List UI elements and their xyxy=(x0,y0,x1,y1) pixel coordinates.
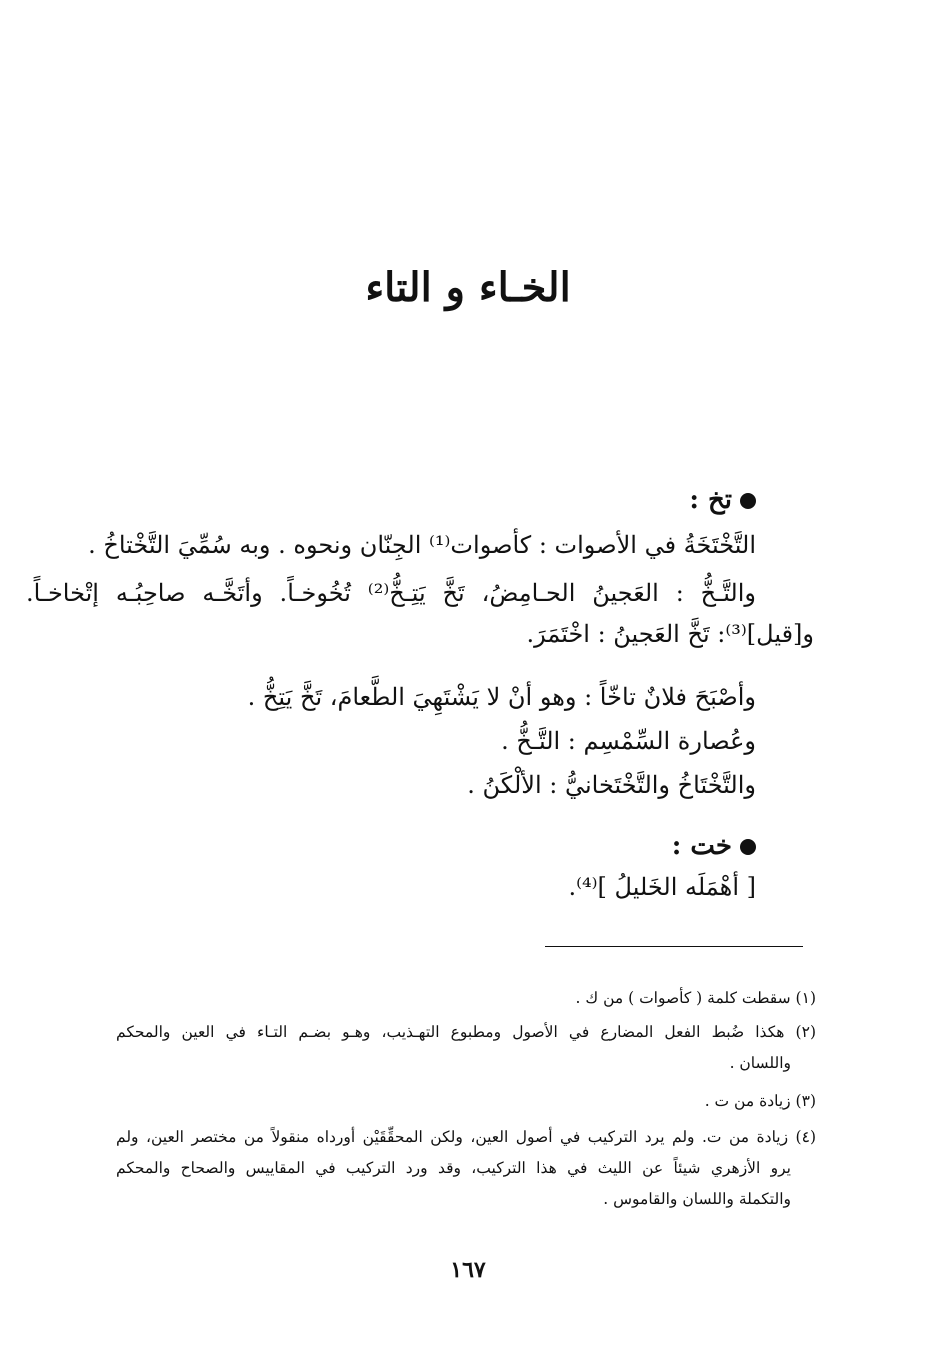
entry-line: و[قيل]⁽³⁾: تَخَّ العَجينُ : اخْتَمَرَ. xyxy=(526,620,814,648)
entry-heading xyxy=(689,480,756,520)
entry-line: [ أهْمَلَه الخَليلُ ]⁽⁴⁾. xyxy=(568,873,756,901)
footnote: (١) سقطت كلمة ( كأصوات ) من ك . xyxy=(575,989,816,1007)
bullet-icon xyxy=(740,493,756,509)
entry-line: وعُصارة السِّمْسِم : التَّـخُّ . xyxy=(501,727,756,755)
footnote: (٢) هكذا ضُبط الفعل المضارع في الأصول ومطبوع التهـذيب، وهـو بضـم التـاء في العين والمحكم xyxy=(116,1023,816,1041)
entry-heading-text: تخ : xyxy=(689,485,732,515)
footnote-divider xyxy=(545,946,803,947)
entry-line: وأصْبَحَ فلانٌ تاخّاً : وهو أنْ لا يَشْتَهِيَ الطَّعامَ، تَخَّ يَتِخُّ . xyxy=(247,683,756,711)
bullet-icon xyxy=(740,839,756,855)
entry-line: التَّخْتَخَةُ في الأصوات : كأصوات⁽¹⁾ الجِنّان ونحوه . وبه سُمِّيَ التَّخْتاخُ . xyxy=(88,531,756,559)
entry-line: والتَّخْتَاخُ والتَّخْتَخانيُّ : الألْكَنُ . xyxy=(467,771,756,799)
entry-heading xyxy=(672,826,756,866)
footnote: يرو الأزهري شيئاً عن الليث في هذا التركيب، وقد ورد التركيب في المقاييس والصحاح والمحكم xyxy=(116,1159,791,1177)
chapter-title: الخـاء و التاء xyxy=(365,264,571,311)
page-number: ١٦٧ xyxy=(450,1257,486,1283)
footnote: والتكملة واللسان والقاموس . xyxy=(603,1190,791,1208)
footnote: (٤) زيادة من ت. ولم يرد التركيب في أصول العين، ولكن المحقِّقَيْن أورداه منقولاً من مختصر العين، ولم xyxy=(116,1128,816,1146)
footnote: واللسان . xyxy=(729,1054,791,1072)
entry-line: والتَّـخُّ : العَجينُ الحـامِضُ، تَخَّ يَتِـخُّ⁽²⁾ تُخُوخـاً. وأتَخَّـه صاحِبُـه إتْخاخـاً. xyxy=(26,579,757,607)
entry-heading-text: خت : xyxy=(671,831,732,861)
footnote: (٣) زيادة من ت . xyxy=(704,1092,816,1110)
